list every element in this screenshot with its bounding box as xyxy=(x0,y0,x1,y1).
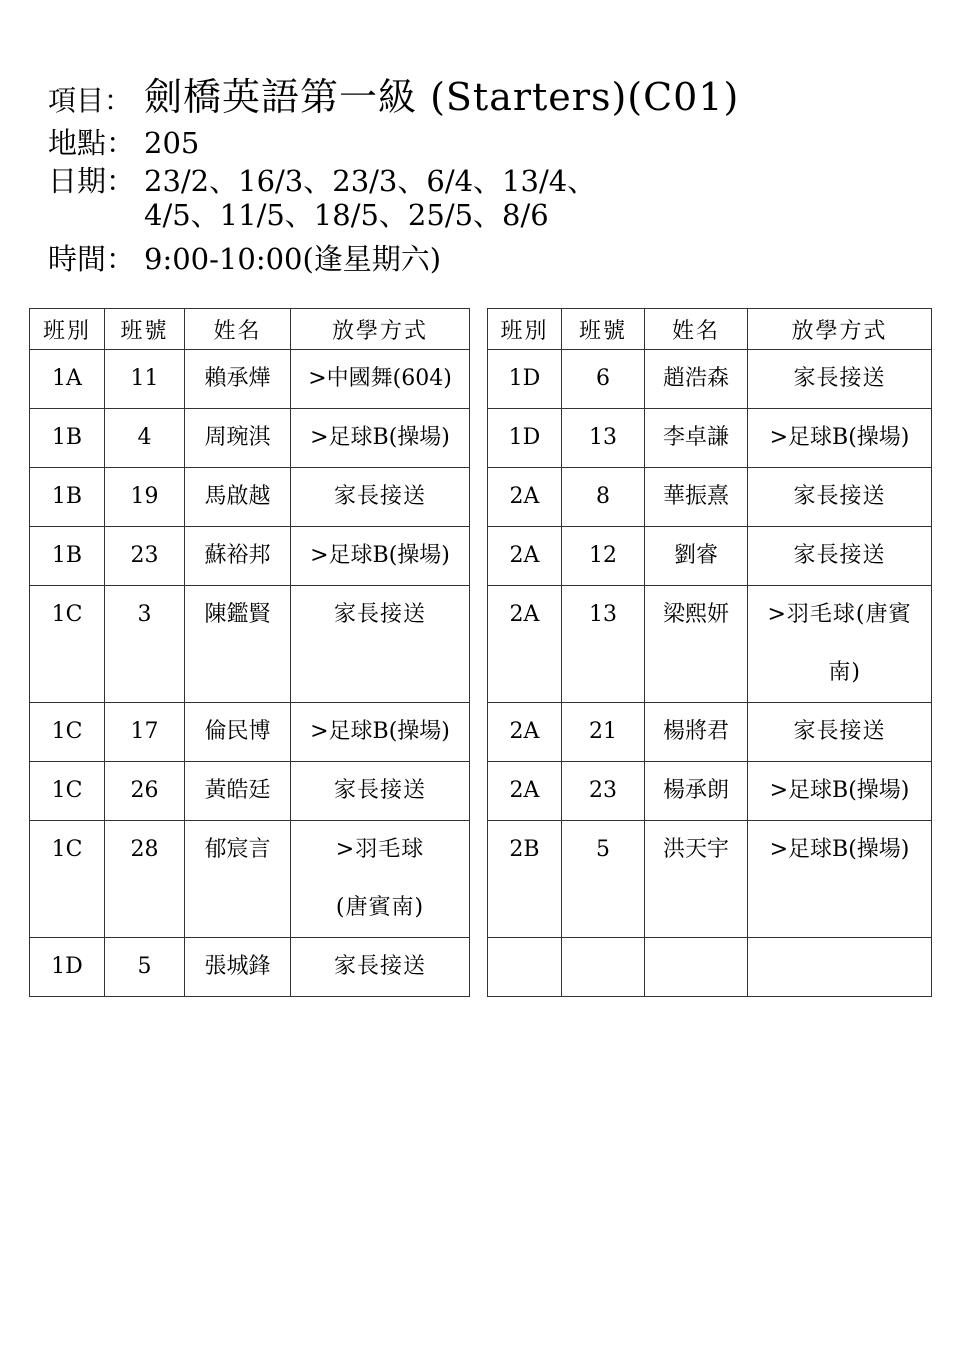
cell-name: 李卓謙 xyxy=(645,409,748,468)
table-row xyxy=(488,762,932,821)
roster-table-left xyxy=(29,308,470,997)
title-label: 項目： xyxy=(48,84,133,117)
cell-name: 梁熙妍 xyxy=(645,586,748,703)
cell-class: 1C xyxy=(30,821,105,938)
cell-name: 趙浩森 xyxy=(645,350,748,409)
table-header-row xyxy=(488,309,932,350)
cell-name: 賴承燁 xyxy=(185,350,291,409)
dates-label: 日期： xyxy=(48,164,136,198)
cell-number: 11 xyxy=(105,350,185,409)
cell-class: 2A xyxy=(488,586,562,703)
table-row xyxy=(488,468,932,527)
cell-name: 張城鋒 xyxy=(185,938,291,997)
cell-class: 2A xyxy=(488,527,562,586)
cell-dismissal xyxy=(748,938,932,997)
location-label: 地點： xyxy=(48,126,136,160)
table-row xyxy=(30,350,470,409)
header-class: 班別 xyxy=(30,309,105,350)
cell-number: 12 xyxy=(562,527,645,586)
cell-number: 19 xyxy=(105,468,185,527)
header-name: 姓名 xyxy=(185,309,291,350)
cell-number: 4 xyxy=(105,409,185,468)
cell-dismissal: >足球B(操場) xyxy=(291,527,470,586)
cell-dismissal xyxy=(291,821,470,938)
location-line xyxy=(48,126,928,160)
cell-class: 1A xyxy=(30,350,105,409)
cell-number: 8 xyxy=(562,468,645,527)
cell-dismissal: 家長接送 xyxy=(291,938,470,997)
cell-number: 5 xyxy=(105,938,185,997)
cell-number: 23 xyxy=(562,762,645,821)
cell-name: 倫民博 xyxy=(185,703,291,762)
cell-number: 26 xyxy=(105,762,185,821)
cell-dismissal: 家長接送 xyxy=(748,703,932,762)
dismissal-line2: (唐賓南) xyxy=(335,895,425,920)
time-value: 9:00-10:00(逢星期六) xyxy=(144,242,442,276)
cell-dismissal: >足球B(操場) xyxy=(748,821,932,938)
cell-dismissal: 家長接送 xyxy=(748,350,932,409)
cell-dismissal: 家長接送 xyxy=(291,762,470,821)
dates-value-line1: 23/2、16/3、23/3、6/4、13/4、 xyxy=(144,164,597,198)
cell-class: 1C xyxy=(30,703,105,762)
header-dismissal: 放學方式 xyxy=(748,309,932,350)
cell-class: 1D xyxy=(488,350,562,409)
table-row xyxy=(30,409,470,468)
table-row xyxy=(30,703,470,762)
table-row xyxy=(30,527,470,586)
dismissal-line1: >羽毛球 xyxy=(335,837,425,862)
time-line xyxy=(48,242,928,276)
cell-dismissal: >足球B(操場) xyxy=(748,409,932,468)
cell-class: 2A xyxy=(488,468,562,527)
dates-value-line2: 4/5、11/5、18/5、25/5、8/6 xyxy=(144,198,549,232)
cell-number: 13 xyxy=(562,586,645,703)
cell-class: 1B xyxy=(30,409,105,468)
table-row xyxy=(30,821,470,938)
cell-name: 周琬淇 xyxy=(185,409,291,468)
table-row xyxy=(488,821,932,938)
table-row xyxy=(30,762,470,821)
cell-class: 1D xyxy=(488,409,562,468)
cell-name: 楊將君 xyxy=(645,703,748,762)
cell-dismissal: 家長接送 xyxy=(748,468,932,527)
time-label: 時間： xyxy=(48,242,136,276)
cell-number: 21 xyxy=(562,703,645,762)
header-class: 班別 xyxy=(488,309,562,350)
table-row xyxy=(488,703,932,762)
header-number: 班號 xyxy=(562,309,645,350)
course-title: 劍橋英語第一級 (Starters)(C01) xyxy=(144,75,740,119)
cell-name: 黃皓廷 xyxy=(185,762,291,821)
table-row-empty xyxy=(488,938,932,997)
dismissal-line2: 南) xyxy=(828,660,861,685)
cell-name: 楊承朗 xyxy=(645,762,748,821)
cell-name: 蘇裕邦 xyxy=(185,527,291,586)
cell-class: 2A xyxy=(488,703,562,762)
table-header-row xyxy=(30,309,470,350)
cell-dismissal xyxy=(748,586,932,703)
table-row xyxy=(30,938,470,997)
cell-name: 洪天宇 xyxy=(645,821,748,938)
cell-number: 13 xyxy=(562,409,645,468)
cell-number: 23 xyxy=(105,527,185,586)
cell-number: 6 xyxy=(562,350,645,409)
document-header xyxy=(48,72,928,276)
table-row xyxy=(488,409,932,468)
table-row xyxy=(488,350,932,409)
cell-dismissal: 家長接送 xyxy=(291,468,470,527)
cell-class: 1B xyxy=(30,527,105,586)
cell-dismissal: >中國舞(604) xyxy=(291,350,470,409)
cell-dismissal: >足球B(操場) xyxy=(291,703,470,762)
table-row xyxy=(488,586,932,703)
header-dismissal: 放學方式 xyxy=(291,309,470,350)
cell-class: 1C xyxy=(30,762,105,821)
cell-name: 華振熹 xyxy=(645,468,748,527)
cell-class xyxy=(488,938,562,997)
cell-class: 1C xyxy=(30,586,105,703)
cell-number: 3 xyxy=(105,586,185,703)
header-number: 班號 xyxy=(105,309,185,350)
header-name: 姓名 xyxy=(645,309,748,350)
cell-class: 2A xyxy=(488,762,562,821)
table-row xyxy=(30,468,470,527)
cell-name: 馬啟越 xyxy=(185,468,291,527)
cell-name: 劉睿 xyxy=(645,527,748,586)
cell-dismissal: >足球B(操場) xyxy=(291,409,470,468)
roster-table-right xyxy=(487,308,932,997)
cell-dismissal: 家長接送 xyxy=(748,527,932,586)
cell-class: 1B xyxy=(30,468,105,527)
cell-dismissal: 家長接送 xyxy=(291,586,470,703)
cell-number: 28 xyxy=(105,821,185,938)
dates-line xyxy=(48,164,928,198)
table-row xyxy=(488,527,932,586)
title-line xyxy=(48,72,928,122)
cell-class: 2B xyxy=(488,821,562,938)
cell-number: 5 xyxy=(562,821,645,938)
cell-name: 郁宸言 xyxy=(185,821,291,938)
cell-number xyxy=(562,938,645,997)
cell-name: 陳鑑賢 xyxy=(185,586,291,703)
cell-name xyxy=(645,938,748,997)
cell-dismissal: >足球B(操場) xyxy=(748,762,932,821)
table-row xyxy=(30,586,470,703)
location-value: 205 xyxy=(144,126,200,160)
cell-number: 17 xyxy=(105,703,185,762)
cell-class: 1D xyxy=(30,938,105,997)
dismissal-line1: >羽毛球(唐賓 xyxy=(767,602,912,627)
